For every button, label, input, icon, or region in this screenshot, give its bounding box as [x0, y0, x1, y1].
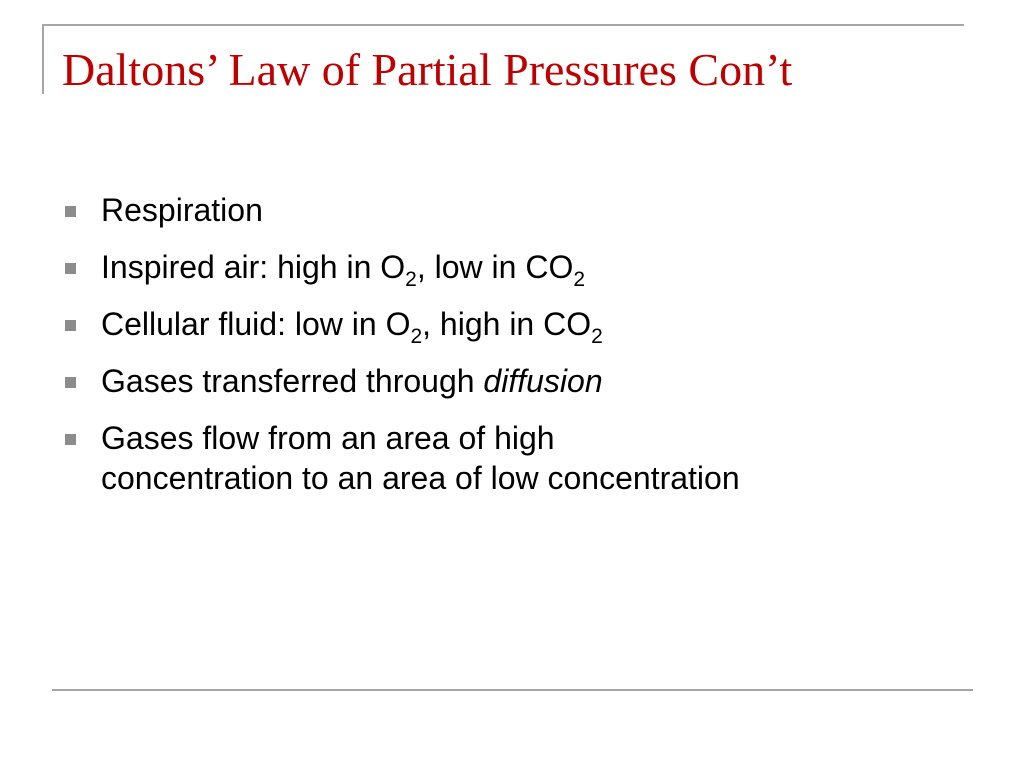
square-bullet-icon — [65, 263, 76, 274]
bullet-list — [64, 190, 984, 515]
bullet-item-inspired-air — [64, 247, 984, 291]
square-bullet-icon — [65, 206, 76, 217]
bullet-text: Cellular fluid: low in O — [101, 306, 411, 342]
square-bullet-icon — [65, 320, 76, 331]
subscript: 2 — [591, 325, 603, 348]
subscript: 2 — [573, 268, 586, 291]
bullet-text: Gases transferred through — [101, 363, 484, 399]
bullet-text-line-1: Gases flow from an area of high — [101, 420, 555, 456]
bullet-item-gas-flow — [64, 418, 984, 498]
bullet-text: Inspired air: high in O — [101, 249, 406, 285]
title-frame-top-rule — [42, 24, 964, 26]
bullet-text: , high in CO — [422, 306, 592, 342]
title-frame-left-rule — [42, 24, 44, 94]
subscript: 2 — [410, 325, 423, 348]
bottom-rule — [52, 689, 973, 691]
subscript: 2 — [405, 268, 417, 291]
bullet-text: , low in CO — [416, 249, 574, 285]
square-bullet-icon — [65, 377, 76, 388]
bullet-item-respiration — [64, 190, 984, 230]
slide-title: Daltons’ Law of Partial Pressures Con’t — [62, 44, 793, 95]
emphasis-text: diffusion — [483, 363, 603, 399]
square-bullet-icon — [65, 434, 76, 445]
bullet-text-line-2: concentration to an area of low concentration — [101, 460, 740, 496]
bullet-item-cellular-fluid — [64, 304, 984, 348]
bullet-text: Respiration — [101, 192, 263, 228]
bullet-item-diffusion — [64, 361, 984, 401]
